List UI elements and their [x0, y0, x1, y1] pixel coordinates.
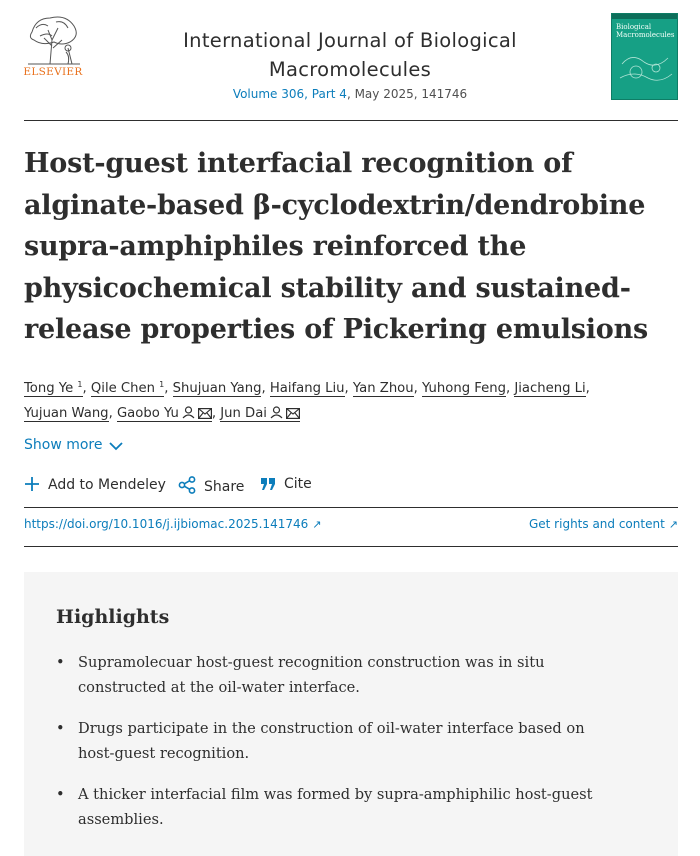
- journal-info: [140, 26, 560, 101]
- volume-link[interactable]: Volume 306, Part 4: [232, 87, 347, 101]
- email-icon: [286, 403, 300, 428]
- author-link[interactable]: Yuhong Feng: [422, 381, 506, 396]
- highlights-section: [24, 572, 678, 856]
- author-link[interactable]: Yujuan Wang: [24, 406, 109, 421]
- highlight-item: • Supramolecuar host-guest recognition construction was in situ constructed at the oil-water interface.: [56, 650, 616, 700]
- person-icon: [270, 403, 283, 428]
- author-link[interactable]: Shujuan Yang: [172, 381, 262, 396]
- journal-title[interactable]: International Journal of Biological Macromolecules: [183, 29, 517, 81]
- author-link[interactable]: Haifang Liu: [269, 381, 345, 396]
- journal-cover-thumbnail[interactable]: [611, 13, 678, 100]
- external-link-icon: ↗: [668, 518, 678, 531]
- author-link[interactable]: Gaobo Yu: [117, 406, 212, 422]
- links-bottom-divider: [24, 546, 678, 547]
- issue-details: , May 2025, 141746: [346, 87, 468, 101]
- links-top-divider: [24, 507, 678, 508]
- highlights-list: [56, 650, 616, 848]
- author-list: Tong Ye $^1$, Qile Chen $^1$, Shujuan Yang, Haifang Liu, Yan Zhou, Yuhong Feng, Jiacheng Li, Yujuan Wang, Gaobo Yu , Jun Dai: [24, 372, 664, 428]
- highlight-item: • Drugs participate in the construction of oil-water interface based on host-guest recognition.: [56, 716, 616, 766]
- author-link[interactable]: Jiacheng Li: [514, 381, 586, 396]
- header-divider: [24, 120, 678, 121]
- get-rights-link[interactable]: Get rights and content ↗: [528, 517, 678, 531]
- quote-icon: [260, 477, 276, 491]
- share-icon: [178, 476, 196, 494]
- author-link[interactable]: Yan Zhou: [352, 381, 414, 396]
- add-to-mendeley-button[interactable]: Add to Mendeley: [24, 476, 166, 493]
- doi-link[interactable]: https://doi.org/10.1016/j.ijbiomac.2025.141746 ↗: [24, 517, 322, 531]
- external-link-icon: ↗: [312, 518, 322, 531]
- author-link[interactable]: Jun Dai: [220, 406, 300, 422]
- journal-issue: [140, 87, 560, 101]
- show-more-button[interactable]: [24, 437, 123, 453]
- article-title: Host-guest interfacial recognition of alginate-based β-cyclodextrin/dendrobine supra-amphiphiles reinforced the physicochemical stability and sustained-release properties of Pickering emulsions: [24, 148, 649, 345]
- cite-button[interactable]: Cite: [260, 476, 312, 492]
- cover-journal-title: Biological Macromolecules: [616, 23, 675, 39]
- share-button[interactable]: Share: [178, 476, 244, 495]
- plus-icon: [24, 476, 40, 492]
- publisher-name: ELSEVIER: [23, 66, 83, 78]
- highlights-heading: Highlights: [56, 606, 170, 628]
- author-link[interactable]: Tong Ye $^1$: [24, 380, 83, 396]
- highlight-item: • A thicker interfacial film was formed by supra-amphiphilic host-guest assemblies.: [56, 782, 616, 832]
- email-icon: [198, 403, 212, 428]
- journal-header: [0, 0, 700, 120]
- person-icon: [182, 403, 195, 428]
- chevron-down-icon: [109, 441, 123, 451]
- author-link[interactable]: Qile Chen $^1$: [90, 380, 165, 396]
- show-more-label: Show more: [24, 437, 103, 453]
